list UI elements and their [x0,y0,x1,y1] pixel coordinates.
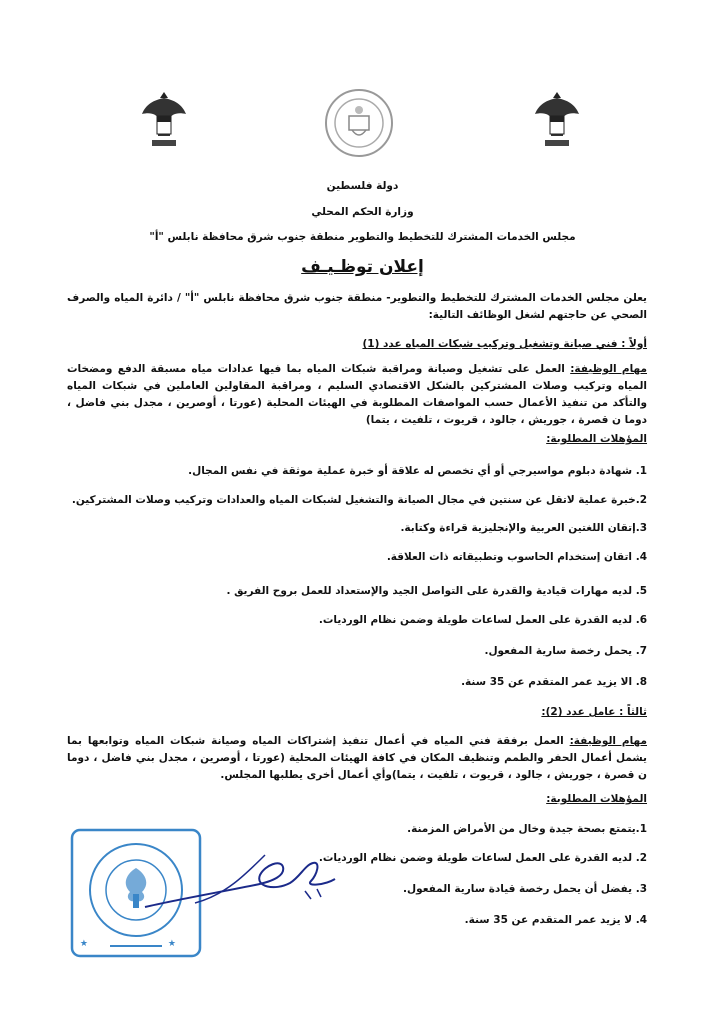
announcement-title: إعلان توظـيـف [301,257,424,277]
job1-heading: أولاً : فني صيانة وتشغيل وتركيب شبكات المياه عدد (1) [362,338,647,350]
svg-text:★: ★ [167,939,176,949]
job2-duties-label: مهام الوظيفة: [569,735,647,747]
job1-qual-item: 8. الا يزيد عمر المتقدم عن 35 سنة. [461,676,647,688]
job1-qual-item: 2.خبرة عملية لاتقل عن سنتين في مجال الصيانة والتشغيل لشبكات المياه والعدادات وتركيب وصلات المشتركين. [71,494,647,506]
job2-qual-item: 2. لديه القدرة على العمل لساعات طويلة وضمن نظام الورديات. [318,852,647,864]
job1-qual-item: 4. اتقان إستخدام الحاسوب وتطبيقاته ذات العلاقة. [386,551,647,563]
job2-duties [67,733,647,784]
job2-qual-item: 1.يتمتع بصحة جيدة وخال من الأمراض المزمنة. [407,823,647,835]
state-name: دولة فلسطين [326,180,399,192]
job1-duties-text: العمل على تشغيل وصيانة ومراقبة شبكات المياه بما فيها عدادات مياه مسبقة الدفع ومضخات المياه وتركيب وصلات المشتركين بالشكل الاقتصادي السليم ، ومراقبة المقاولين العاملين في شبكات المياه والتأكد من تنفيذ الأعمال حسب المواصفات المطلوبة في الهيئات المحلية (عورتا ، أوصرين ، مجدل بني فاضل ، دوما ن قصرة ، جوريش ، جالود ، قريوت ، تلفيت ، يتما) [67,363,647,426]
job2-qual-item: 4. لا يزيد عمر المتقدم عن 35 سنة. [464,914,647,926]
council-name: مجلس الخدمات المشترك للتخطيط والتطوير منطقة جنوب شرق محافظة نابلس "أ" [149,231,576,243]
job1-qual-item: 7. يحمل رخصة سارية المفعول. [484,645,647,657]
job1-duties-label: مهام الوظيفة: [570,363,647,375]
signature [135,845,345,925]
ministry-name: وزارة الحكم المحلي [311,206,414,218]
job1-qual-item: 6. لديه القدرة على العمل لساعات طويلة وضمن نظام الورديات. [318,614,647,626]
job1-qual-item: 3.إتقان اللغتين العربية والإنجليزية قراءة وكتابة. [400,522,647,534]
job1-qual-heading: المؤهلات المطلوبة: [546,433,647,445]
job1-qual-item: 5. لديه مهارات قيادية والقدرة على التواصل الجيد والإستعداد للعمل بروح الفريق . [226,585,647,597]
job2-duties-text: العمل برفقة فني المياه في أعمال تنفيذ إشتراكات المياه وصيانة شبكات المياه وتوابعها بما يشمل أعمال الحفر والطمم وتنظيف المكان في كافة الهيئات المحلية (عورتا ، أوصرين ، مجدل بني فاضل ، دوما ن قصرة ، جوريش ، جالود ، قريوت ، تلفيت ، يتما)وأي أعمال أخرى يطلبها المجلس. [67,735,647,781]
job1-qual-item: 1. شهادة دبلوم مواسيرجي أو أي تخصص له علاقة أو خبرة عملية موثقة في نفس المجال. [188,465,647,477]
job2-qual-item: 3. يفضل أن يحمل رخصة قيادة سارية المفعول. [403,883,647,895]
council-logo-icon [322,86,396,160]
eagle-emblem-left-icon [140,88,188,152]
job2-heading: ثالثاً : عامل عدد (2): [541,706,647,718]
job2-qual-heading: المؤهلات المطلوبة: [546,793,647,805]
job1-duties [67,361,647,429]
eagle-emblem-right-icon [533,88,581,152]
svg-text:★: ★ [79,939,88,949]
intro-paragraph: يعلن مجلس الخدمات المشترك للتخطيط والتطوير- منطقة جنوب شرق محافظة نابلس "أ" / دائرة المياه والصرف الصحي عن حاجتهم لشغل الوظائف التالية: [67,292,647,321]
